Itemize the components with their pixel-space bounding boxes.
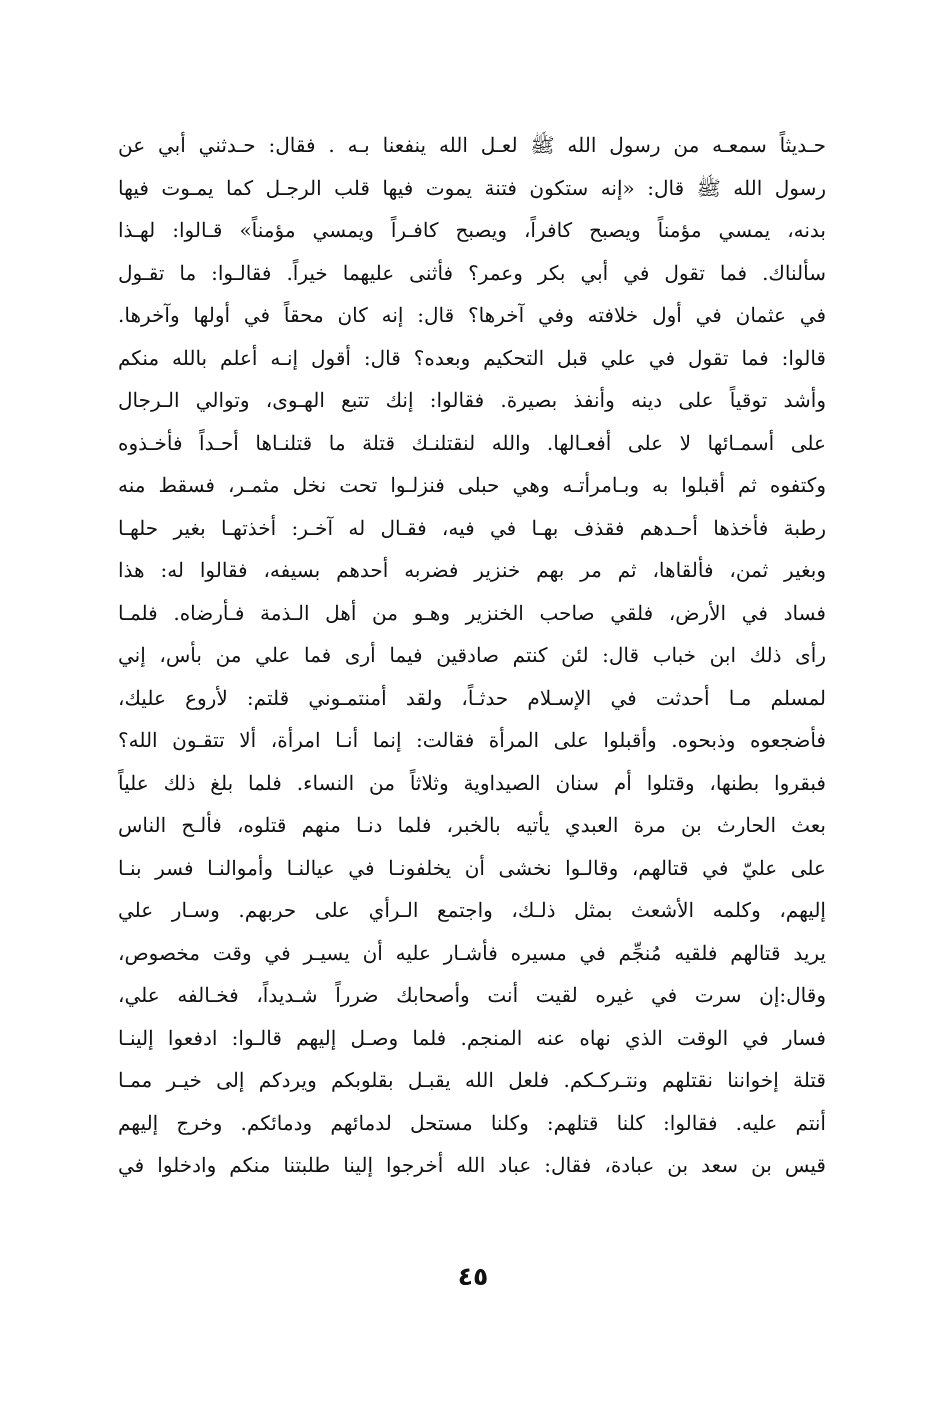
text-line: فأضجعوه وذبحوه. وأقبلوا على المرأة فقالت: إنما أنـا امرأة، ألا تتقـون الله؟ xyxy=(118,728,826,752)
text-line: إليهم، وكلمه الأشعث بمثل ذلـك، واجتمع الـرأي على حربهم. وسـار علي xyxy=(118,898,826,922)
text-line: فسار في الوقت الذي نهاه عنه المنجم. فلما وصـل إليهم قالـوا: ادفعوا إلينـا xyxy=(118,1025,826,1050)
text-line: فساد في الأرض، فلقي صاحب الخنزير وهـو من أهل الـذمة فـأرضاه. فلمـا xyxy=(118,600,826,625)
text-line: وكتفوه ثم أقبلوا به وبـامرأتـه وهي حبلى فنزلـوا تحت نخل مثمـر، فسقط منه xyxy=(118,473,826,497)
text-line: رأى ذلك ابن خباب قال: لئن كنتم صادقين فيما أرى فما علي من بأس، إني xyxy=(118,643,826,667)
text-line: وأشد توقياً على دينه وأنفذ بصيرة. فقالوا: إنك تتبع الهـوى، وتوالي الـرجال xyxy=(118,388,826,412)
text-line: أنتم عليه. فقالوا: كلنا قتلهم: وكلنا مستحل لدمائهم ودمائكم. وخرج إليهم xyxy=(118,1110,826,1135)
text-line: قتلة إخواننا نقتلهم ونتـركـكم. فلعل الله يقبـل بقلوبكم ويردكم إلى خيـر ممـا xyxy=(118,1068,826,1092)
text-line: وبغير ثمن، فألقاها، ثم مر بهم خنزير فضربه أحدهم بسيفه، فقالوا له: هذا xyxy=(118,558,826,582)
text-line: رسول الله ﷺ قال: «إنه ستكون فتنة يموت فيها قلب الرجـل كما يمـوت فيها xyxy=(118,175,826,200)
text-line: لمسلم مـا أحدثت في الإسـلام حدثـاً، ولقد أمنتمـوني قلتم: لأروع عليك، xyxy=(118,685,826,710)
text-line: سألناك. فما تقول في أبي بكر وعمر؟ فأثنى عليهما خيراً. فقالـوا: ما تقـول xyxy=(118,260,826,285)
text-line: بعث الحارث بن مرة العبدي يأتيه بالخبر، فلما دنـا منهم قتلوه، فألـح الناس xyxy=(118,813,826,837)
text-line: حـديثاً سمعـه من رسول الله ﷺ لعـل الله ينفعنا بـه . فقال: حـدثني أبي عن xyxy=(118,133,826,157)
text-line: على عليّ في قتالهم، وقالـوا نخشى أن يخلفونـا في عيالنـا وأموالنـا فسر بنـا xyxy=(118,855,826,880)
text-line: بدنه، يمسي مؤمناً ويصبح كافراً، ويصبح كافـراً ويمسي مؤمناً» قـالوا: لهـذا xyxy=(118,218,826,242)
body-text xyxy=(118,124,826,1187)
text-line: على أسمـائها لا على أفعـالها. والله لنقتلنـك قتلة ما قتلنـاها أحـداً فأخـذوه xyxy=(118,430,826,455)
text-line: رطبة فأخذها أحـدهم فقذف بهـا في فيه، فقـال له آخـر: أخذتهـا بغير حلهـا xyxy=(118,515,826,540)
page-number: ٤٥ xyxy=(457,1262,489,1291)
text-line: في عثمان في أول خلافته وفي آخرها؟ قال: إنه كان محقاً في أولها وآخرها. xyxy=(118,303,827,327)
text-line: وقال:إن سرت في غيره لقيت أنت وأصحابك ضرراً شـديداً، فخـالفه علي، xyxy=(118,983,826,1007)
text-line: قالوا: فما تقول في علي قبل التحكيم وبعده؟ قال: أقول إنـه أعلم بالله منكم xyxy=(118,345,826,370)
text-line: قيس بن سعد بن عبادة، فقال: عباد الله أخرجوا إلينا طلبتنا منكم وادخلوا في xyxy=(118,1153,826,1177)
text-line: فبقروا بطنها، وقتلوا أم سنان الصيداوية وثلاثاً من النساء. فلما بلغ ذلك علياً xyxy=(118,770,826,795)
text-line: يريد قتالهم فلقيه مُنجِّم في مسيره فأشـار عليه أن يسيـر في وقت مخصوص، xyxy=(118,940,826,965)
